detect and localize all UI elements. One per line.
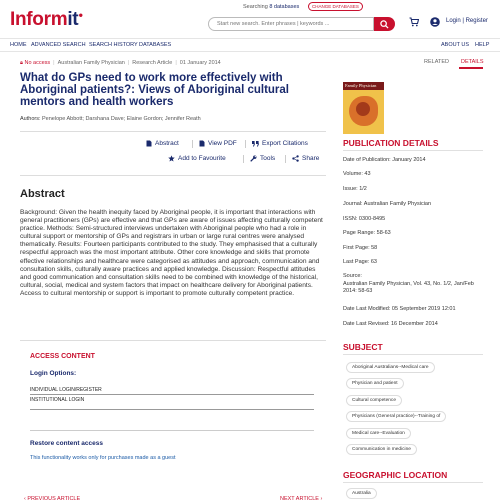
next-article-link[interactable]: NEXT ARTICLE › (280, 496, 323, 500)
divider (343, 482, 483, 483)
cart-icon[interactable] (409, 17, 419, 27)
wrench-icon (250, 155, 257, 162)
tools-button[interactable]: Tools (250, 155, 275, 162)
login-options-label: Login Options: (30, 370, 77, 377)
quote-icon (252, 141, 259, 147)
divider (20, 175, 326, 176)
date-last-modified: Date Last Modified: 05 September 2019 12:01 (343, 306, 456, 312)
star-icon (168, 155, 175, 162)
subject-tag[interactable]: Cultural competence (346, 395, 402, 406)
article-date: 01 January 2014 (179, 60, 221, 66)
source-detail: Source: Australian Family Physician, Vol. 43, No. 1/2, Jan/Feb 2014: 58-63 (343, 273, 474, 294)
access-content-heading: ACCESS CONTENT (30, 353, 95, 360)
publication-name[interactable]: Australian Family Physician (57, 60, 125, 66)
journal-cover-image: Family Physician (343, 82, 384, 134)
nav-help[interactable]: HELP (475, 42, 490, 48)
document-icon (146, 140, 152, 147)
individual-login-link[interactable]: INDIVIDUAL LOGIN/REGISTER (30, 387, 102, 393)
geographic-location-heading: GEOGRAPHIC LOCATION (343, 470, 448, 480)
previous-article-link[interactable]: ‹ PREVIOUS ARTICLE (24, 496, 81, 500)
active-tab-indicator (459, 67, 483, 69)
divider (30, 430, 314, 431)
divider (343, 150, 483, 151)
subject-tag[interactable]: Physicians (General practice)--Training of (346, 411, 446, 422)
nav-advanced-search[interactable]: ADVANCED SEARCH (31, 42, 86, 48)
share-icon (292, 155, 299, 162)
divider (30, 394, 314, 395)
divider (30, 409, 314, 410)
subject-tag[interactable]: Aboriginal Australians--Medical care (346, 362, 435, 373)
subject-tag[interactable]: Physician and patient (346, 378, 404, 389)
tab-related[interactable]: RELATED (424, 59, 449, 65)
divider (20, 340, 326, 341)
geo-location-tag[interactable]: Australia (346, 488, 377, 499)
change-databases-button[interactable]: CHANGE DATABASES (308, 2, 363, 11)
databases-count[interactable]: 8 databases (269, 4, 300, 10)
no-access-badge: 🔒︎ No access (20, 60, 51, 66)
restore-access-heading: Restore content access (30, 440, 103, 447)
publication-detail-item: Journal: Australian Family Physician (343, 201, 432, 207)
add-favourite-button[interactable]: Add to Favourite (168, 155, 226, 162)
article-type: Research Article (132, 60, 173, 66)
abstract-button[interactable]: Abstract (146, 140, 179, 147)
searching-databases-label: Searching 8 databases (243, 4, 300, 10)
institutional-login-link[interactable]: INSTITUTIONAL LOGIN (30, 397, 85, 403)
restore-access-note: This functionality works only for purchases made as a guest (30, 455, 176, 461)
publication-detail-item: Issue: 1/2 (343, 186, 367, 192)
publication-detail-item: Last Page: 63 (343, 259, 377, 265)
nav-databases[interactable]: DATABASES (139, 42, 172, 48)
divider (20, 131, 326, 132)
abstract-heading: Abstract (20, 188, 65, 200)
nav-search-history[interactable]: SEARCH HISTORY (89, 42, 138, 48)
date-last-revised: Date Last Revised: 16 December 2014 (343, 321, 438, 327)
search-button[interactable] (374, 17, 395, 31)
header (0, 0, 500, 38)
informit-logo[interactable]: Informit● (10, 9, 83, 30)
article-title: What do GPs need to work more effectively with Aboriginal patients?: Views of Aboriginal cultural mentors and health workers (20, 72, 289, 108)
publication-detail-item: Page Range: 58-63 (343, 230, 391, 236)
publication-detail-item: ISSN: 0300-8495 (343, 216, 386, 222)
main-nav (0, 38, 500, 52)
abstract-text: Background: Given the health inequity faced by Aboriginal people, it is important that interactions with general practitioners (GPs) are effective and that GPs are aware of issues affecting culturally competent practice. Methods: Semi-structured interviews undertaken with Aboriginal people who had a role in cultural support or mentorship of GPs and registrars in urban or large rural centres were analysed thematically. Results: Fourteen participants contributed to the study. They emphasised that a culturally respectful approach was the most important attribute. Other core knowledge and skills that promote effective relationships and healthcare were categorised as attitudes and approach, communication and consultation skills, culturally aware practices and applied knowledge. Discussion: Respectful attitudes and good communication and consultation skills need to be combined with knowledge of the historical, cultural, social, medical and system factors that impact on healthcare delivery for Aboriginal patients. Access to cultural mentorship or support is important to promote culturally competent practice. (20, 209, 323, 297)
publication-detail-item: Date of Publication: January 2014 (343, 157, 426, 163)
tab-details[interactable]: DETAILS (461, 59, 484, 65)
view-pdf-button[interactable]: View PDF (199, 140, 237, 147)
login-register-link[interactable]: Login | Register (446, 18, 488, 24)
nav-about-us[interactable]: ABOUT US (441, 42, 470, 48)
pdf-icon (199, 140, 205, 147)
nav-home[interactable]: HOME (10, 42, 27, 48)
publication-detail-item: First Page: 58 (343, 245, 378, 251)
user-icon[interactable] (430, 17, 440, 27)
subject-tag[interactable]: Communication in medicine (346, 444, 417, 455)
authors: Authors: Penelope Abbott; Darshana Dave; Elaine Gordon; Jennifer Reath (20, 116, 201, 122)
divider (343, 354, 483, 355)
article-meta: 🔒︎ No access | Australian Family Physician | Research Article | 01 January 2014 (20, 60, 221, 66)
publication-details-heading: PUBLICATION DETAILS (343, 138, 439, 148)
subject-heading: SUBJECT (343, 342, 383, 352)
subject-tag[interactable]: Medical care--Evaluation (346, 428, 411, 439)
publication-detail-item: Volume: 43 (343, 171, 371, 177)
export-citations-button[interactable]: Export Citations (252, 140, 308, 147)
share-button[interactable]: Share (292, 155, 319, 162)
search-icon (380, 20, 389, 29)
search-input[interactable] (208, 17, 374, 31)
